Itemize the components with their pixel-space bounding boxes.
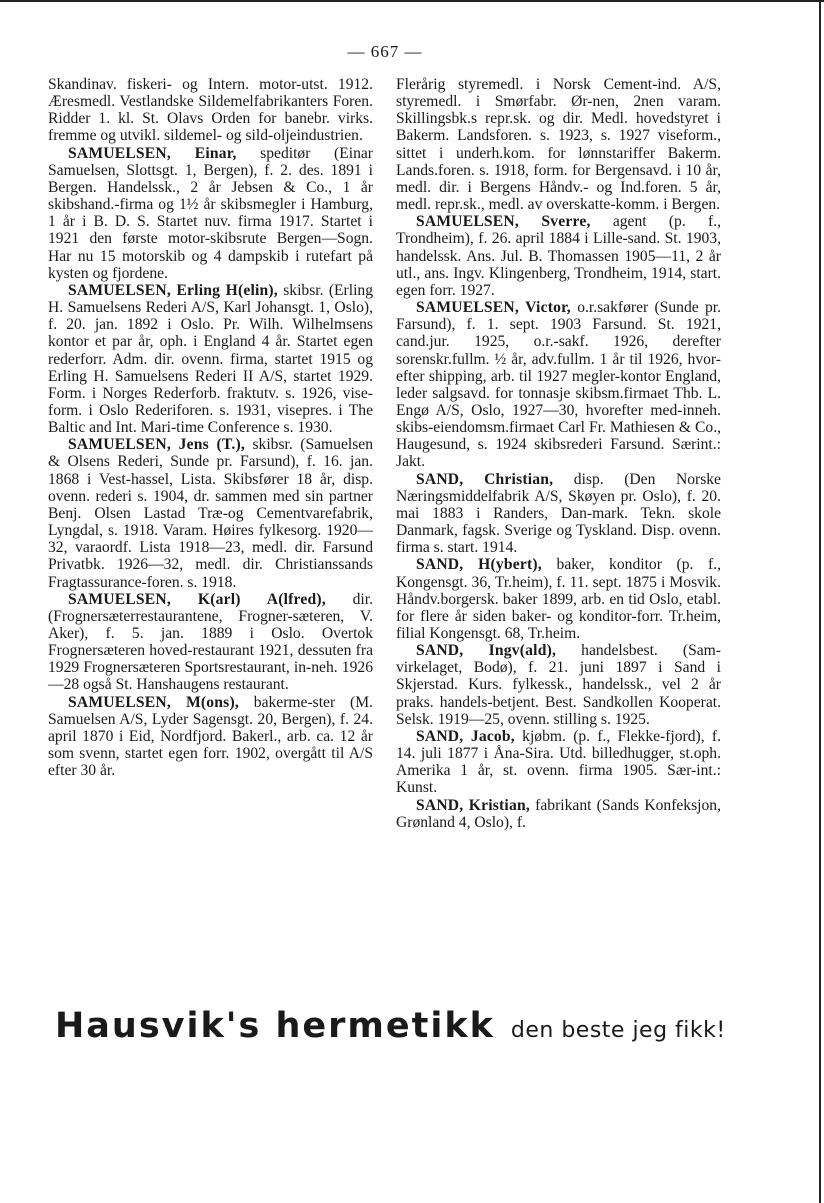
- entry-samuelsen-mons: SAMUELSEN, M(ons), bakerme-ster (M. Samuelsen A/S, Lyder Sagensgt. 20, Bergen), f. 24. april 1870 i Eid, Nordfjord. Bakerl., arb. ca. 12 år som svenn, startet egen forr. 1902, overgått til A/S efter 30 år.: [48, 693, 373, 780]
- entry-samuelsen-karl: SAMUELSEN, K(arl) A(lfred), dir. (Frognersæterrestaurantene, Frogner-sæteren, V. Aker), f. 5. jan. 1889 i Oslo. Overtok Frognersæteren hoved-restaurant 1921, dessuten fra 1929 Frognersæteren Sportsrestaurant, in-neh. 1926—28 også St. Hanshaugens restaurant.: [48, 590, 373, 694]
- right-column: [396, 76, 721, 831]
- entry-samuelsen-jens: SAMUELSEN, Jens (T.), skibsr. (Samuelsen & Olsens Rederi, Sunde pr. Farsund), f. 16. jan. 1868 i Vest-hassel, Lista. Skibsfører 18 år, disp. ovenn. rederi s. 1904, dr. sammen med sin partner Benj. Olsen Lastad Træ-og Cementvarefabrik, Lyngdal, s. 1918. Varam. Høires fylkesorg. 1920—32, varaordf. Lista 1918—23, medl. dir. Farsund Privatbk. 1926—32, medl. dir. Christianssands Fragtassurance-foren. s. 1918.: [48, 436, 373, 591]
- advertisement-brand: Hausvik's hermetikk: [55, 1006, 495, 1046]
- entry-sand-christian: SAND, Christian, disp. (Den Norske Næringsmiddelfabrik A/S, Skøyen pr. Oslo), f. 20. mai 1883 i Randers, Dan-mark. Tekn. skole Danmark, fagsk. Sverige og Tyskland. Disp. ovenn. firma s. start. 1914.: [396, 470, 721, 557]
- entry-continuation: Flerårig styremedl. i Norsk Cement-ind. A/S, styremedl. i Smørfabr. Ør-nen, 2nen varam. Skillingsbk.s repr.sk. og dir. Medl. hovedstyret i Bakerm. Landsforen. s. 1923, s. 1927 viseform., sittet i underh.kom. for lønnstariffer Bakerm. Lands.foren. s. 1918, form. for Bergensavd. i 10 år, medl. dir. i Bergens Håndv.- og Ind.foren. 5 år, medl. repr.sk., medl. av overskatte-komm. i Bergen.: [396, 76, 721, 214]
- entry-sand-ingvald: SAND, Ingv(ald), handelsbest. (Sam-virkelaget, Bodø), f. 21. juni 1897 i Sand i Skjerstad. Kurs. fylkessk., handelssk., vel 2 år praks. handels-betjent. Best. Sandkollen Kooperat. Selsk. 1919—25, ovenn. stilling s. 1925.: [396, 642, 721, 728]
- entry-samuelsen-einar: SAMUELSEN, Einar, speditør (Einar Samuelsen, Slottsgt. 1, Bergen), f. 2. des. 1891 i Bergen. Handelssk., 2 år Jebsen & Co., 1 år skibshand.-firma og 1½ år skibsmegler i Hamburg, 1 år i B. D. S. Startet nuv. firma 1917. Startet i 1921 den første motor-skibsrute Bergen—Sogn. Har nu 15 motorskib og 4 dampskib i rutefart på kysten og fjordene.: [48, 144, 373, 282]
- entry-samuelsen-erling: SAMUELSEN, Erling H(elin), skibsr. (Erling H. Samuelsens Rederi A/S, Karl Johansgt. 1, Oslo), f. 20. jan. 1892 i Oslo. Pr. Wilh. Wilhelmsens kontor et par år, oph. i England 4 år. Startet egen rederforr. Adm. dir. ovenn. firma, startet 1915 og Erling H. Samuelsens Rederi II A/S, startet 1929. Form. i Norges Rederforb. fraktutv. s. 1926, vise-form. i Oslo Rederiforen. s. 1931, visepres. i The Baltic and Int. Mari-time Conference s. 1930.: [48, 281, 373, 437]
- entry-sand-kristian: SAND, Kristian, fabrikant (Sands Konfeksjon, Grønland 4, Oslo), f.: [396, 796, 721, 831]
- page-border-top: [0, 0, 824, 2]
- entry-sand-hybert: SAND, H(ybert), baker, konditor (p. f., Kongensgt. 36, Tr.heim), f. 11. sept. 1875 i Mosvik. Håndv.borgersk. baker 1899, arb. en tid Oslo, etabl. for flere år siden baker- og konditor-forr. Tr.heim, filial Kongensgt. 68, Tr.heim.: [396, 556, 722, 642]
- entry-sand-jacob: SAND, Jacob, kjøbm. (p. f., Flekke-fjord), f. 14. juli 1877 i Åna-Sira. Utd. billedhugger, st.oph. Amerika 1 år, st. ovenn. firma 1905. Sær-int.: Kunst.: [396, 727, 721, 797]
- entry-continuation: Skandinav. fiskeri- og Intern. motor-utst. 1912. Æresmedl. Vestlandske Sildemelfabrikanters Foren. Ridder 1. kl. St. Olavs Orden for banebr. virks. fremme og utvikl. sildemel- og sild-oljeindustrien.: [48, 76, 373, 145]
- page-border-right: [819, 0, 821, 1203]
- entry-samuelsen-sverre: SAMUELSEN, Sverre, agent (p. f., Trondheim), f. 26. april 1884 i Lille-sand. St. 1903, handelssk. Ans. Jul. B. Thomassen 1905—11, 2 år utl., ans. Ingv. Klingenberg, Trondheim, 1914, start. egen forr. 1927.: [396, 213, 721, 299]
- advertisement-slogan: den beste jeg fikk!: [510, 1018, 726, 1043]
- left-column: [48, 76, 373, 779]
- entry-samuelsen-victor: SAMUELSEN, Victor, o.r.sakfører (Sunde pr. Farsund), f. 1. sept. 1903 Farsund. St. 1921, cand.jur. 1925, o.r.-sakf. 1926, derefter sorenskr.fullm. ½ år, adv.fullm. 1 år til 1926, hvor-efter shipping, arb. til 1927 megler-kontor England, leder salgsavd. for tonnasje skibsm.firmaet Thb. L. Engø A/S, Oslo, 1927—30, hvorefter med-inneh. skibs-eiendomsm.firmaet Carl Fr. Mathiesen & Co., Haugesund, s. 1924 skibsrederi Farsund. Særint.: Jakt.: [396, 299, 721, 471]
- advertisement-banner: [55, 1006, 735, 1066]
- page-number: — 667 —: [347, 42, 423, 61]
